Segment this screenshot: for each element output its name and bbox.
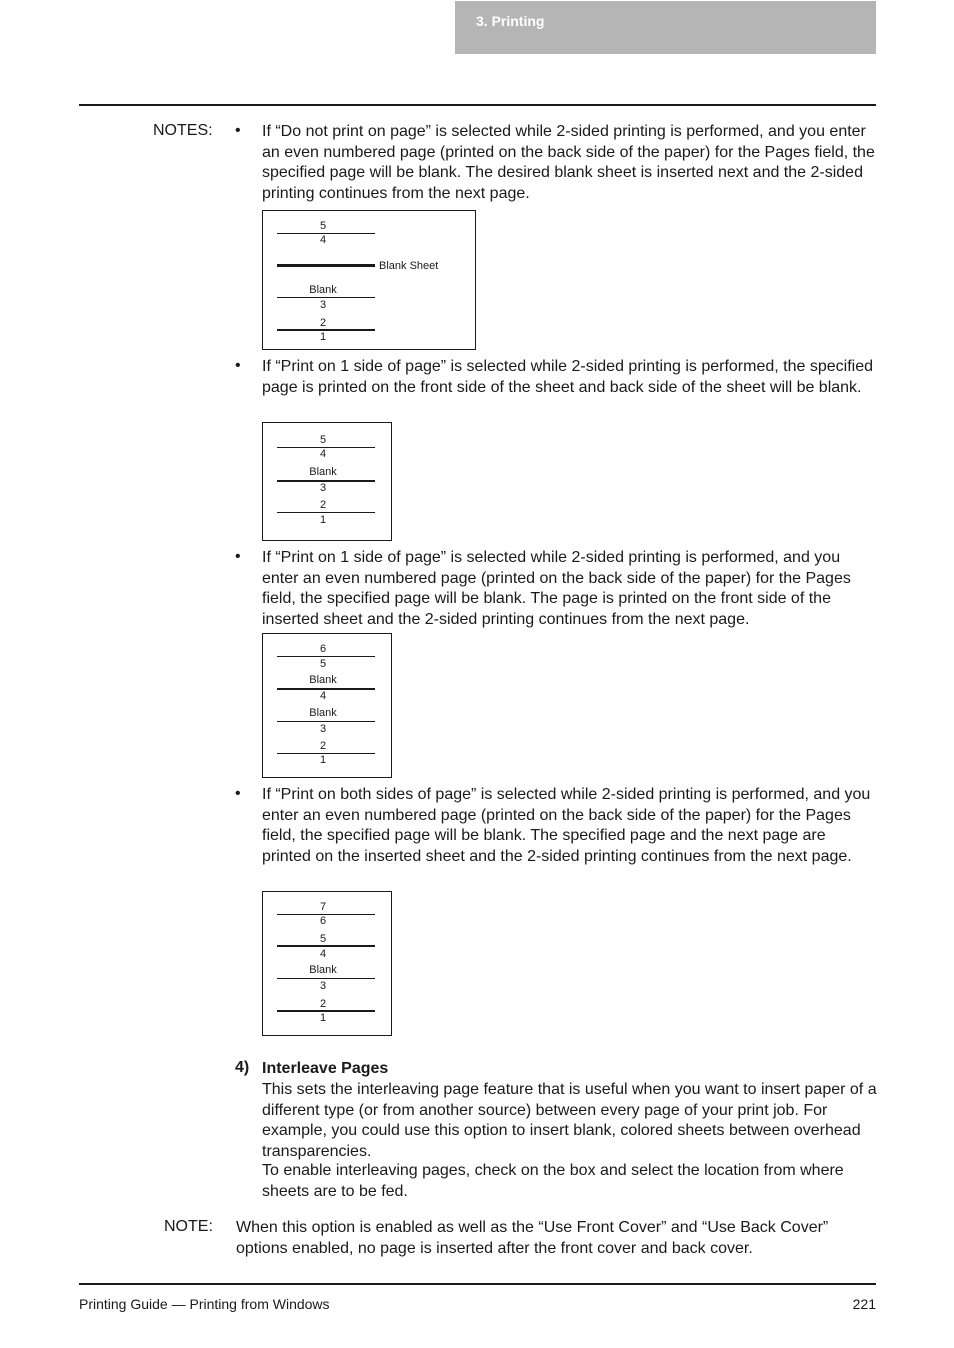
diagram-label: 3 (319, 299, 327, 311)
diagram-label: 4 (319, 448, 327, 460)
note-text: When this option is enabled as well as the “Use Front Cover” and “Use Back Cover” options enabled, no page is inserted after the front cover and back cover. (236, 1219, 829, 1257)
diagram-label: Blank (309, 707, 337, 719)
sheet-divider (277, 978, 375, 979)
diagram-label: 1 (319, 514, 327, 526)
diagram-label: 7 (319, 901, 327, 913)
section-title: Interleave Pages (262, 1060, 389, 1077)
bullet-marker: • (235, 357, 241, 374)
diagram-label: 5 (319, 933, 327, 945)
diagram-label: 4 (319, 690, 327, 702)
diagram-label: 6 (319, 643, 327, 655)
diagram-label: 3 (319, 980, 327, 992)
diagram-label: 4 (319, 234, 327, 246)
diagram-label: 2 (319, 499, 327, 511)
section-paragraph-2: To enable interleaving pages, check on the box and select the location from where sheets are to be fed. (262, 1162, 844, 1200)
diagram-label: 3 (319, 482, 327, 494)
sheet-divider (277, 656, 375, 657)
bottom-rule (79, 1283, 876, 1285)
diagram-label: 6 (319, 915, 327, 927)
diagram-label: 2 (319, 317, 327, 329)
diagram-label: 2 (319, 740, 327, 752)
diagram-label: 5 (319, 658, 327, 670)
bullet-text-2: If “Print on 1 side of page” is selected while 2-sided printing is performed, the specified page is printed on the front side of the sheet and back side of the sheet will be blank. (262, 358, 873, 396)
sheet-divider (277, 721, 375, 722)
blank-sheet-line (277, 264, 375, 267)
diagram-label: 5 (319, 220, 327, 232)
diagram-label: 1 (319, 754, 327, 766)
footer-title: Printing Guide — Printing from Windows (79, 1296, 330, 1312)
diagram-print-one-side (262, 422, 392, 541)
diagram-label: Blank (309, 964, 337, 976)
diagram-label: 4 (319, 948, 327, 960)
diagram-label: 5 (319, 434, 327, 446)
page-number: 221 (852, 1296, 876, 1312)
section-paragraph-1: This sets the interleaving page feature that is useful when you want to insert paper of a different type (or from another source) between every page of your print job. For example, you could use this option to insert blank, colored sheets between overhead transparencies. (262, 1081, 877, 1160)
diagram-label: Blank (309, 284, 337, 296)
diagram-label: 2 (319, 998, 327, 1010)
bullet-text-4: If “Print on both sides of page” is selected while 2-sided printing is performed, and you enter an even numbered page (printed on the back side of the paper) for the Pages field, the specified page will be blank. The specified page and the next page are printed on the inserted sheet and the 2-sided printing continues from the next page. (262, 786, 871, 865)
diagram-one-side-even-page (262, 633, 392, 778)
bullet-marker: • (235, 785, 241, 802)
bullet-marker: • (235, 122, 241, 139)
sheet-divider (277, 945, 375, 947)
sheet-divider (277, 297, 375, 298)
diagram-do-not-print (262, 210, 476, 350)
bullet-marker: • (235, 548, 241, 565)
section-number: 4) (235, 1059, 250, 1076)
diagram-label: Blank (309, 674, 337, 686)
bullet-text-3: If “Print on 1 side of page” is selected while 2-sided printing is performed, and you enter an even numbered page (printed on the back side of the paper) for the Pages field, the specified page will be blank. The page is printed on the front side of the inserted sheet and the 2-sided printing continues from the next page. (262, 549, 851, 628)
bullet-text-1: If “Do not print on page” is selected while 2-sided printing is performed, and you enter an even numbered page (printed on the back side of the paper) for the Pages field, the specified page will be blank. The desired blank sheet is inserted next and the 2-sided printing continues from the next page. (262, 123, 875, 202)
diagram-both-sides (262, 891, 392, 1036)
blank-sheet-label: Blank Sheet (379, 260, 439, 272)
top-rule (79, 104, 876, 106)
note-label: NOTE: (164, 1218, 213, 1235)
sheet-divider (277, 512, 375, 513)
section-tab: 3. Printing (455, 1, 876, 54)
diagram-label: Blank (309, 466, 337, 478)
diagram-label: 1 (319, 1012, 327, 1024)
notes-label: NOTES: (153, 122, 213, 139)
diagram-label: 1 (319, 331, 327, 343)
diagram-label: 3 (319, 723, 327, 735)
